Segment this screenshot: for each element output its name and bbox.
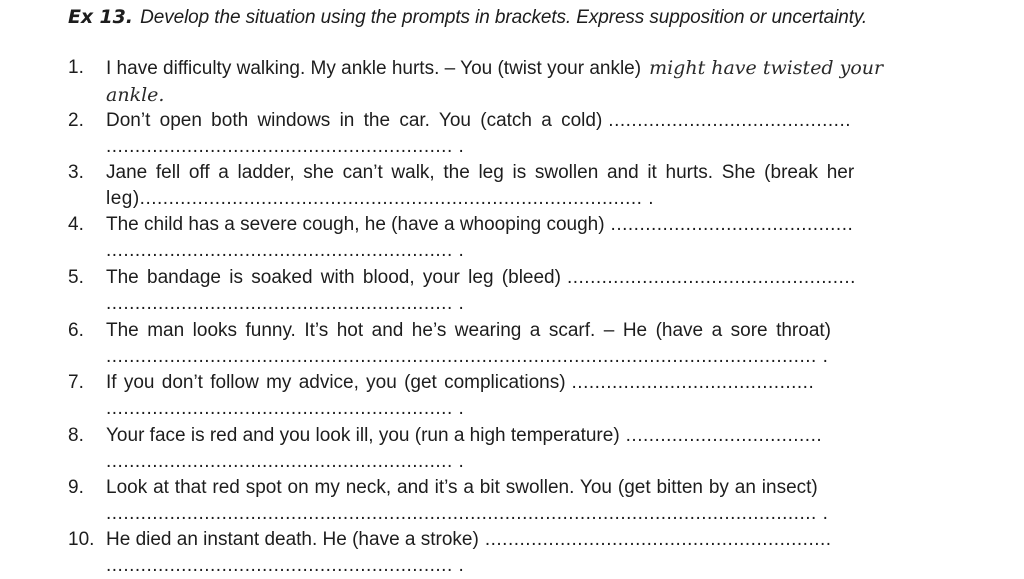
item-prompt: The bandage is soaked with blood, your leg (bleed) [106, 267, 561, 288]
item-number: 2. [68, 110, 84, 131]
exercise-title [68, 6, 984, 29]
item-number: 10. [68, 529, 95, 550]
item-number: 1. [68, 57, 84, 78]
answer-blank-line2[interactable]: ........................................................................................................................... . [106, 346, 829, 367]
item-prompt: The child has a severe cough, he (have a whooping cough) [106, 214, 605, 235]
exercise-item-1 [68, 55, 958, 108]
item-prompt: Your face is red and you look ill, you (run a high temperature) [106, 425, 620, 446]
item-prompt: Jane fell off a ladder, she can’t walk, the leg is swollen and it hurts. She (break her [106, 162, 855, 183]
answer-blank[interactable]: .................................................. [566, 267, 856, 288]
answer-blank-line2[interactable]: ............................................................ . [106, 555, 465, 576]
item-prompt: Don’t open both windows in the car. You (catch a cold) [106, 110, 603, 131]
answer-blank-line2[interactable]: ............................................................ . [106, 398, 465, 419]
item-prompt: The man looks funny. It’s hot and he’s wearing a scarf. – He (have a sore throat) [106, 320, 832, 341]
item-number: 4. [68, 214, 84, 235]
item-number: 7. [68, 372, 84, 393]
answer-blank-line2[interactable]: ............................................................ . [106, 240, 465, 261]
answer-blank-line2[interactable]: leg)....................................................................................... . [106, 188, 654, 209]
item-number: 6. [68, 320, 84, 341]
answer-blank-line2[interactable]: ........................................................................................................................... . [106, 503, 829, 524]
exercise-item-6 [68, 318, 958, 370]
item-number: 3. [68, 162, 84, 183]
exercise-item-7 [68, 370, 958, 422]
exercise-item-2 [68, 108, 958, 160]
answer-blank-line2[interactable]: ............................................................ . [106, 293, 465, 314]
exercise-instruction: Develop the situation using the prompts in brackets. Express supposition or uncertainty. [140, 7, 868, 28]
answer-blank[interactable]: .................................. [625, 425, 823, 446]
exercise-item-5 [68, 265, 958, 317]
item-prompt: He died an instant death. He (have a stroke) [106, 529, 479, 550]
answer-blank[interactable]: .......................................... [571, 372, 815, 393]
exercise-item-4 [68, 212, 958, 264]
item-prompt: Look at that red spot on my neck, and it’s a bit swollen. You (get bitten by an insect) [106, 477, 818, 498]
item-prompt: I have difficulty walking. My ankle hurts. – You (twist your ankle) [106, 58, 642, 79]
answer-blank[interactable]: .......................................... [608, 110, 852, 131]
exercise-item-8 [68, 423, 958, 475]
exercise-item-3 [68, 160, 958, 212]
answer-blank-line2[interactable]: ............................................................ . [106, 136, 465, 157]
exercise-number: Ex 13. [68, 6, 133, 28]
answer-blank-line2[interactable]: ............................................................ . [106, 451, 465, 472]
item-prompt: If you don’t follow my advice, you (get complications) [106, 372, 566, 393]
exercise-item-9 [68, 475, 958, 527]
item-number: 8. [68, 425, 84, 446]
handwritten-answer-line2: ankle. [106, 84, 165, 106]
exercise-item-10 [68, 527, 958, 579]
answer-blank[interactable]: ............................................................ [484, 529, 832, 550]
handwritten-answer-line1: might have twisted your [649, 57, 884, 79]
item-number: 9. [68, 477, 84, 498]
item-number: 5. [68, 267, 84, 288]
answer-blank[interactable]: .......................................... [610, 214, 854, 235]
